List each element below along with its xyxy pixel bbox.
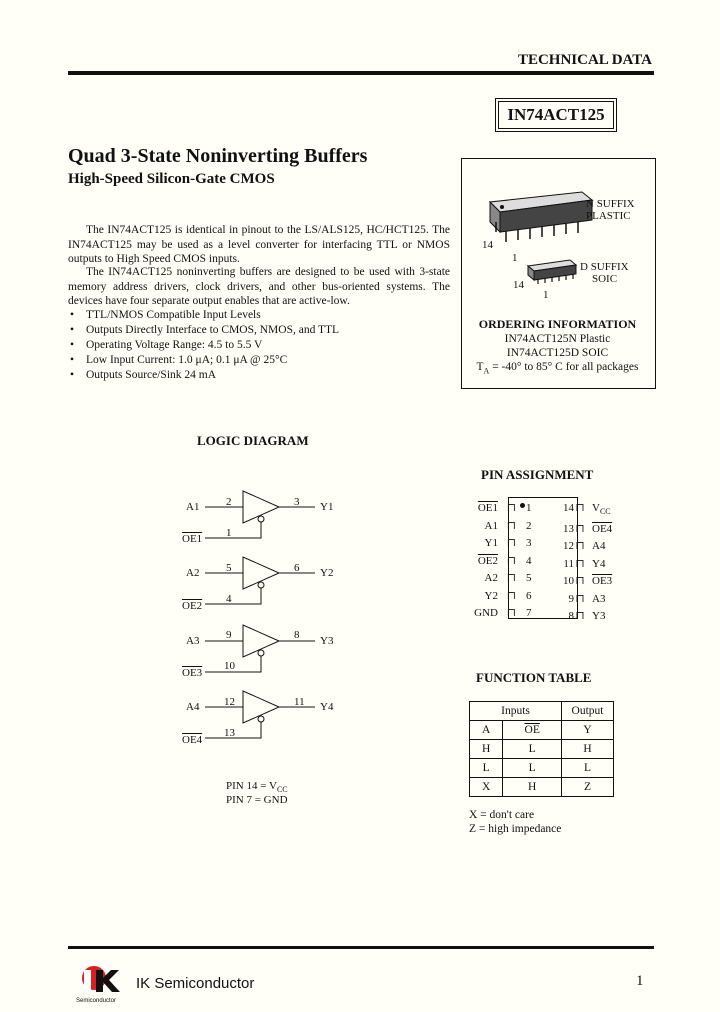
note-dont-care: X = don't care (469, 809, 535, 821)
pin-number: 10 (224, 660, 235, 672)
input-label: A4 (186, 701, 200, 713)
function-table-notes (469, 808, 561, 836)
pin-number: 9 (226, 629, 232, 641)
page-title: Quad 3-State Noninverting Buffers (68, 145, 368, 167)
pin-assignment-heading: PIN ASSIGNMENT (481, 467, 594, 482)
d-suffix-label: D SUFFIX (580, 261, 629, 273)
pin-note-vcc: PIN $14 = V_{CC}$ (226, 780, 288, 795)
pin-number: 1 (226, 527, 232, 539)
enable-label: OE4 (182, 734, 203, 746)
header-rule (68, 71, 654, 75)
function-table (469, 701, 614, 797)
pin-number: 11 (294, 696, 305, 708)
feature-item: • TTL/NMOS Compatible Input Levels (68, 308, 339, 323)
dip-package-icon (490, 192, 592, 242)
pin-number: 13 (224, 727, 235, 739)
pin-number: 3 (294, 496, 300, 508)
logo-subtext: Semiconductor (76, 998, 117, 1004)
ordering-line-1: IN74ACT125N Plastic (504, 333, 611, 345)
output-label: Y3 (320, 635, 334, 647)
feature-item: • Outputs Directly Interface to CMOS, NMOS, and TTL (68, 323, 339, 338)
enable-label: OE2 (182, 600, 203, 612)
inputs-header: Inputs (470, 702, 562, 721)
pin-left-column: OE1 ⊓ 1 A1 ⊓ 2 Y1 ⊓ 3 OE2 ⊓ 4 A2 ⊓ 5 Y2 ⊓ 6 GND ⊓ 7 (474, 502, 532, 619)
pin-right-column: 14 ⊓ $V_{CC}$ 13 ⊓ OE4 12 ⊓ A4 11 ⊓ Y4 10 ⊓ OE3 9 ⊓ A3 8 ⊓ Y3 (563, 502, 613, 623)
package-illustration (462, 170, 652, 300)
table-row: X H Z (470, 778, 614, 797)
footer-rule (68, 946, 654, 949)
output-label: Y4 (320, 701, 334, 713)
n-suffix-label: N SUFFIX (586, 198, 635, 210)
column-header: $\overline{OE}$ (503, 721, 562, 740)
pin-number: 12 (224, 696, 235, 708)
feature-item: • Outputs Source/Sink 24 mA (68, 368, 339, 383)
page-subtitle: High-Speed Silicon-Gate CMOS (68, 171, 275, 187)
soic-package-icon (528, 260, 576, 284)
output-label: Y2 (320, 567, 334, 579)
dip-pin14-label: 14 (482, 239, 493, 251)
technical-data-label: TECHNICAL DATA (517, 52, 652, 68)
function-table-heading: FUNCTION TABLE (476, 670, 592, 685)
note-high-impedance: Z = high impedance (469, 823, 562, 835)
logic-diagram-heading: LOGIC DIAGRAM (197, 433, 309, 448)
feature-item: • Low Input Current: 1.0 μA; 0.1 μA @ 25°C (68, 353, 339, 368)
pin-number: 4 (226, 593, 232, 605)
input-label: A1 (186, 501, 200, 513)
pin-number: 5 (226, 562, 232, 574)
description-paragraph-1: The IN74ACT125 is identical in pinout to the LS/ALS125, HC/HCT125. The IN74ACT125 may be used as a level converter for interfacing TTL or NMOS outputs to High Speed CMOS inputs. (68, 224, 450, 265)
page-number: 1 (636, 973, 644, 989)
input-label: A2 (186, 567, 200, 579)
pin-number: 8 (294, 629, 300, 641)
pin-number: 6 (294, 562, 300, 574)
company-name: IK Semiconductor (136, 975, 255, 992)
soic-pin14-label: 14 (513, 279, 524, 291)
table-row: H L H (470, 740, 614, 759)
output-label: Y1 (320, 501, 334, 513)
input-label: A3 (186, 635, 200, 647)
soic-pin1-label: 1 (543, 289, 549, 301)
enable-label: OE3 (182, 667, 203, 679)
n-package-type: PLASTIC (586, 210, 631, 222)
column-header: A (470, 721, 503, 740)
ordering-line-2: IN74ACT125D SOIC (506, 347, 609, 359)
d-package-type: SOIC (592, 273, 618, 285)
enable-label: OE1 (182, 533, 203, 545)
table-row: L L L (470, 759, 614, 778)
pin-note-gnd: PIN 7 = GND (226, 794, 288, 806)
dip-pin1-label: 1 (512, 252, 518, 264)
output-header: Output (562, 702, 614, 721)
ik-logo-icon (74, 962, 134, 1004)
features-list (68, 308, 339, 383)
part-number: IN74ACT125 (498, 101, 614, 129)
description-paragraph-2: The IN74ACT125 noninverting buffers are designed to be used with 3-state memory address drivers, clock drivers, and other bus-oriented systems. The devices have four separate output enables that are active-low. (68, 266, 450, 307)
temperature-range: $T_A = -40^\circ$ to 85° C for all packages (476, 361, 639, 376)
feature-item: • Operating Voltage Range: 4.5 to 5.5 V (68, 338, 339, 353)
ordering-information (461, 317, 654, 378)
pin-number: 2 (226, 496, 232, 508)
ordering-heading: ORDERING INFORMATION (478, 317, 637, 331)
column-header: Y (562, 721, 614, 740)
